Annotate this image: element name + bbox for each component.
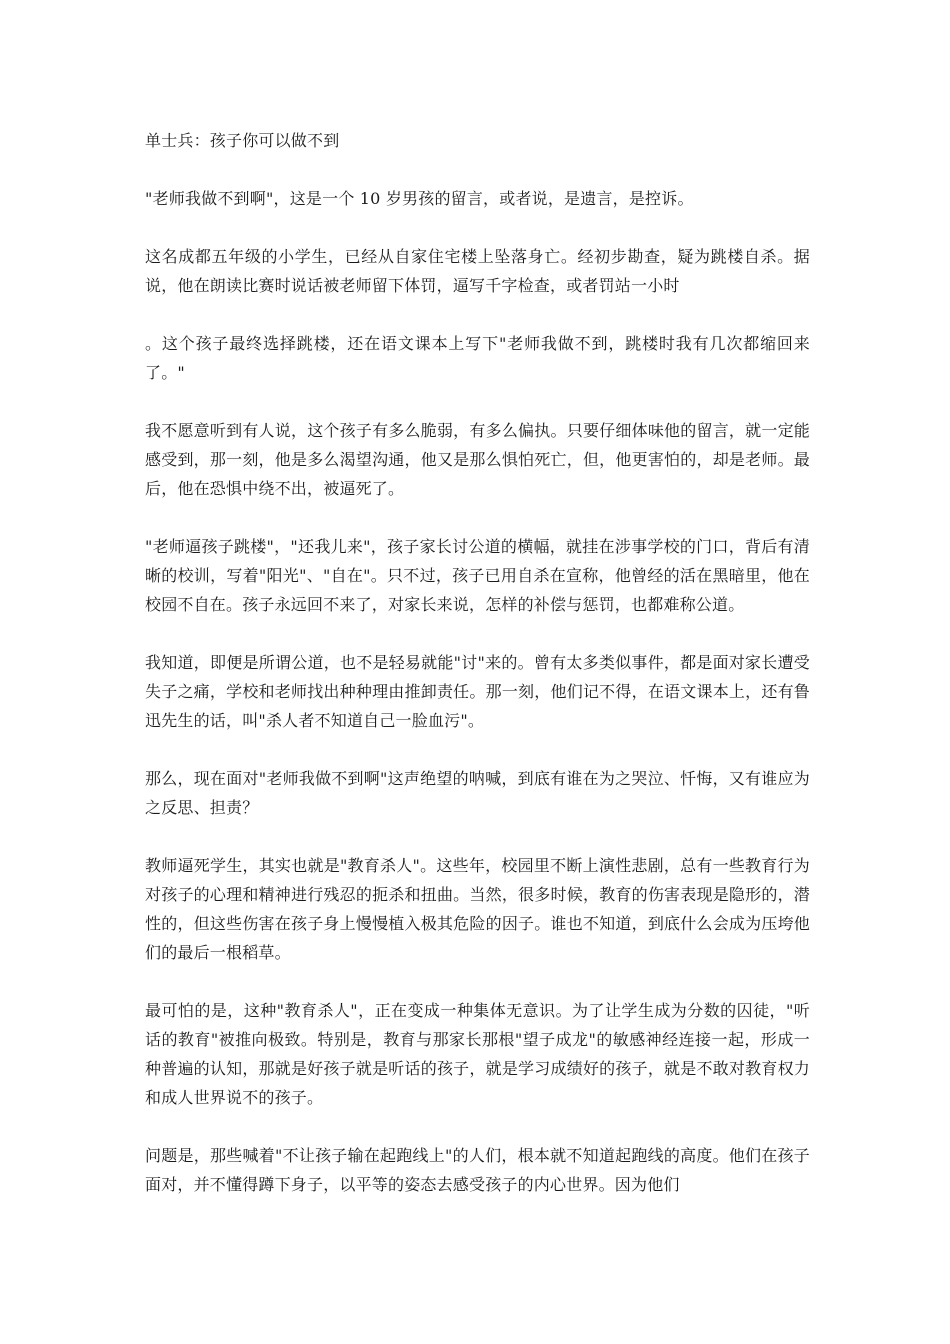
paragraph: 最可怕的是，这种"教育杀人"，正在变成一种集体无意识。为了让学生成为分数的囚徒，"听话的教育"被推向极致。特别是，教育与那家长那根"望子成龙"的敏感神经连接一起，形成一种普遍的认知，那就是好孩子就是听话的孩子，就是学习成绩好的孩子，就是不敢对教育权力和成人世界说不的孩子。 <box>145 1001 810 1107</box>
paragraph: 我知道，即便是所谓公道，也不是轻易就能"讨"来的。曾有太多类似事件，都是面对家长遭受失子之痛，学校和老师找出种种理由推卸责任。那一刻，他们记不得，在语文课本上，还有鲁迅先生的话，叫"杀人者不知道自己一脸血污"。 <box>145 653 810 730</box>
paragraph: 那么，现在面对"老师我做不到啊"这声绝望的呐喊，到底有谁在为之哭泣、忏悔，又有谁应为之反思、担责？ <box>145 769 810 817</box>
paragraph: 这名成都五年级的小学生，已经从自家住宅楼上坠落身亡。经初步勘查，疑为跳楼自杀。据说，他在朗读比赛时说话被老师留下体罚，逼写千字检查，或者罚站一小时 <box>145 247 810 295</box>
paragraph: "老师逼孩子跳楼"，"还我儿来"，孩子家长讨公道的横幅，就挂在涉事学校的门口，背后有清晰的校训，写着"阳光"、"自在"。只不过，孩子已用自杀在宣称，他曾经的活在黑暗里，他在校园不自在。孩子永远回不来了，对家长来说，怎样的补偿与惩罚，也都难称公道。 <box>145 537 810 614</box>
paragraph: 。这个孩子最终选择跳楼，还在语文课本上写下"老师我做不到，跳楼时我有几次都缩回来了。" <box>145 334 810 382</box>
paragraph: 教师逼死学生，其实也就是"教育杀人"。这些年，校园里不断上演性悲剧，总有一些教育行为对孩子的心理和精神进行残忍的扼杀和扭曲。当然，很多时候，教育的伤害表现是隐形的，潜性的，但这些伤害在孩子身上慢慢植入极其危险的因子。谁也不知道，到底什么会成为压垮他们的最后一根稻草。 <box>145 856 810 962</box>
paragraph: 问题是，那些喊着"不让孩子输在起跑线上"的人们，根本就不知道起跑线的高度。他们在孩子面对，并不懂得蹲下身子，以平等的姿态去感受孩子的内心世界。因为他们 <box>145 1146 810 1194</box>
article-body <box>145 126 810 1228</box>
article-title: 单士兵：孩子你可以做不到 <box>145 131 340 150</box>
paragraph: 我不愿意听到有人说，这个孩子有多么脆弱，有多么偏执。只要仔细体味他的留言，就一定能感受到，那一刻，他是多么渴望沟通，他又是那么惧怕死亡，但，他更害怕的，却是老师。最后，他在恐惧中绕不出，被逼死了。 <box>145 421 810 498</box>
paragraph: "老师我做不到啊"，这是一个 10 岁男孩的留言，或者说，是遗言，是控诉。 <box>145 189 694 208</box>
